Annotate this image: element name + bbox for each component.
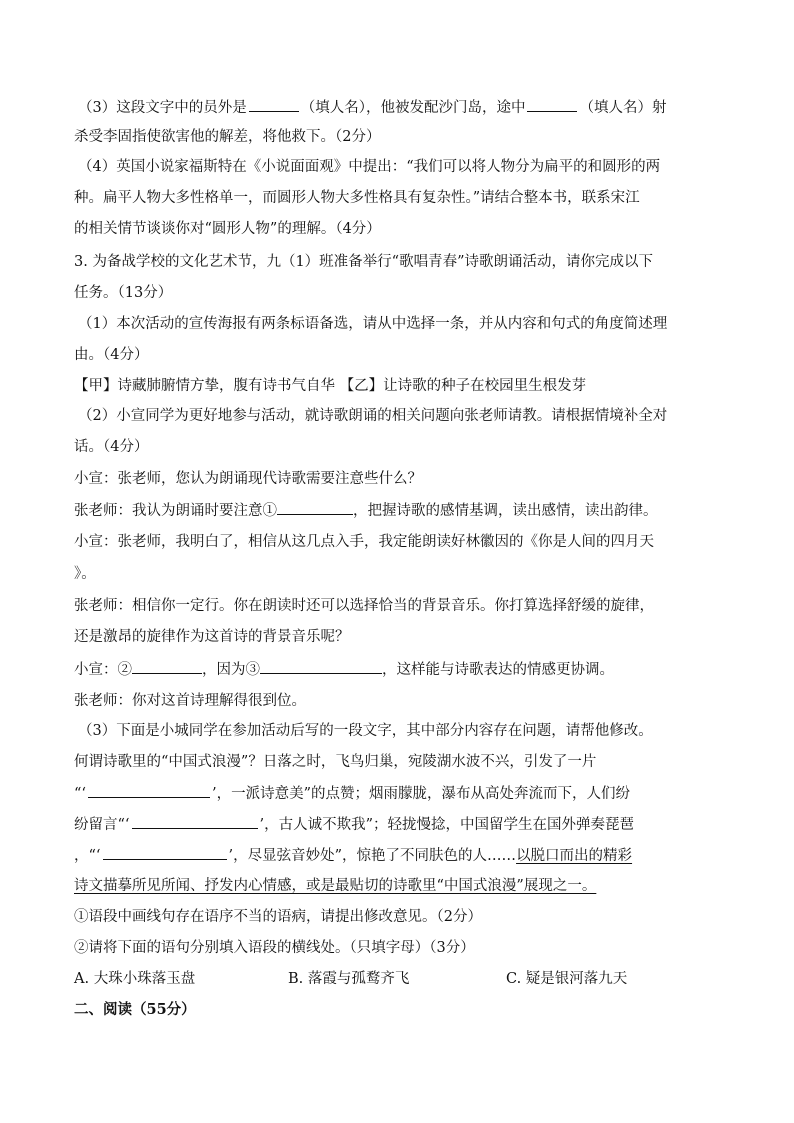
text: 纷留言“‘ <box>74 817 130 833</box>
dialog-line-2 <box>74 500 724 521</box>
q3-2-line1: （2）小宣同学为更好地参与活动，就诗歌朗诵的相关问题向张老师请教。请根据情境补全对 <box>78 408 668 424</box>
text: 张老师：我认为朗诵时要注意① <box>74 503 277 519</box>
text: ，这样能与诗歌表达的情感更协调。 <box>382 662 614 678</box>
q3-3-subq1: ①语段中画线句存在语序不当的语病，请提出修改意见。（2分） <box>74 909 482 925</box>
q3-3-line4 <box>74 814 724 835</box>
text: “‘ <box>74 786 87 802</box>
q2-3-line2: 杀受李固指使欲害他的解差，将他救下。（2分） <box>74 129 381 145</box>
dialog-line-6: 张老师：你对这首诗理解得很到位。 <box>74 693 306 709</box>
q2-4-line2: 种。扁平人物大多性格单一，而圆形人物大多性格具有复杂性。”请结合整本书，联系宋江 <box>74 190 640 206</box>
q3-3-line3 <box>74 783 724 804</box>
dialog-line-1: 小宣：张老师，您认为朗诵现代诗歌需要注意些什么？ <box>74 471 422 487</box>
text: ，把握诗歌的感情基调，读出感情，读出韵律。 <box>353 503 658 519</box>
option-b: B. 落霞与孤鹜齐飞 <box>288 971 410 987</box>
dialog-line-3b: 》。 <box>74 566 96 582</box>
q3-1-line1: （1）本次活动的宣传海报有两条标语备选，请从中选择一条，并从内容和句式的角度简述理 <box>78 316 668 332</box>
q3-intro-line1: 3. 为备战学校的文化艺术节，九（1）班准备举行“歌唱青春”诗歌朗诵活动，请你完成以下 <box>74 254 653 270</box>
underlined-sentence: 以脱口而出的精彩 <box>516 848 633 864</box>
underlined-sentence: 诗文描摹所见所闻、抒发内心情感，或是最贴切的诗歌里“中国式浪漫”展现之一。 <box>74 878 597 894</box>
section-heading-reading: 二、阅读（55分） <box>74 1001 196 1018</box>
text: ’，尽显弦音妙处”，惊艳了不同肤色的人…… <box>228 848 517 864</box>
q3-intro-line2: 任务。（13分） <box>74 285 173 301</box>
text: ，“‘ <box>74 848 101 864</box>
text: 小宣：② <box>74 662 132 678</box>
answer-blank[interactable] <box>103 845 227 860</box>
option-a: A. 大珠小珠落玉盘 <box>74 971 196 987</box>
q2-3-line1 <box>78 97 728 118</box>
q3-3-line2: 何谓诗歌里的“中国式浪漫”？日落之时，飞鸟归巢，宛陵湖水波不兴，引发了一片 <box>74 754 597 770</box>
dialog-line-4a: 张老师：相信你一定行。你在朗读时还可以选择恰当的背景音乐。你打算选择舒缓的旋律， <box>74 598 654 614</box>
q3-3-subq2: ②请将下面的语句分别填入语段的横线处。（只填字母）（3分） <box>74 940 475 956</box>
text: ’，一派诗意美”的点赞；烟雨朦胧，瀑布从高处奔流而下，人们纷 <box>212 786 631 802</box>
answer-blank[interactable] <box>88 783 210 798</box>
answer-blank[interactable] <box>527 97 577 112</box>
text: ’，古人诚不欺我”；轻拢慢捻，中国留学生在国外弹奏琵琶 <box>259 817 635 833</box>
q3-3-line5 <box>74 845 724 866</box>
q3-1-line2: 由。（4分） <box>74 347 149 363</box>
answer-blank[interactable] <box>249 97 299 112</box>
option-c: C. 疑是银河落九天 <box>506 971 628 987</box>
q3-1-slogans: 【甲】诗藏肺腑情方挚，腹有诗书气自华 【乙】让诗歌的种子在校园里生根发芽 <box>74 378 587 394</box>
dialog-line-3a: 小宣：张老师，我明白了，相信从这几点入手，我定能朗读好林徽因的《你是人间的四月天 <box>74 534 654 550</box>
q3-2-line2: 话。（4分） <box>74 439 149 455</box>
text: （填人名）射 <box>579 100 667 116</box>
text: ，因为③ <box>202 662 260 678</box>
dialog-line-5 <box>74 659 724 680</box>
q3-3-line1: （3）下面是小城同学在参加活动后写的一段文字，其中部分内容存在问题，请帮他修改。 <box>78 723 653 739</box>
text: （3）这段文字中的员外是 <box>78 100 247 116</box>
q3-3-line6 <box>74 876 724 896</box>
answer-blank[interactable] <box>277 500 353 515</box>
answer-blank[interactable] <box>132 814 258 829</box>
text: （填人名），他被发配沙门岛，途中 <box>300 100 526 116</box>
q2-4-line3: 的相关情节谈谈你对“圆形人物”的理解。（4分） <box>74 221 381 237</box>
answer-blank[interactable] <box>260 659 382 674</box>
dialog-line-4b: 还是激昂的旋律作为这首诗的背景音乐呢？ <box>74 629 350 645</box>
answer-blank[interactable] <box>132 659 202 674</box>
q2-4-line1: （4）英国小说家福斯特在《小说面面观》中提出：“我们可以将人物分为扁平的和圆形的两 <box>78 159 661 175</box>
